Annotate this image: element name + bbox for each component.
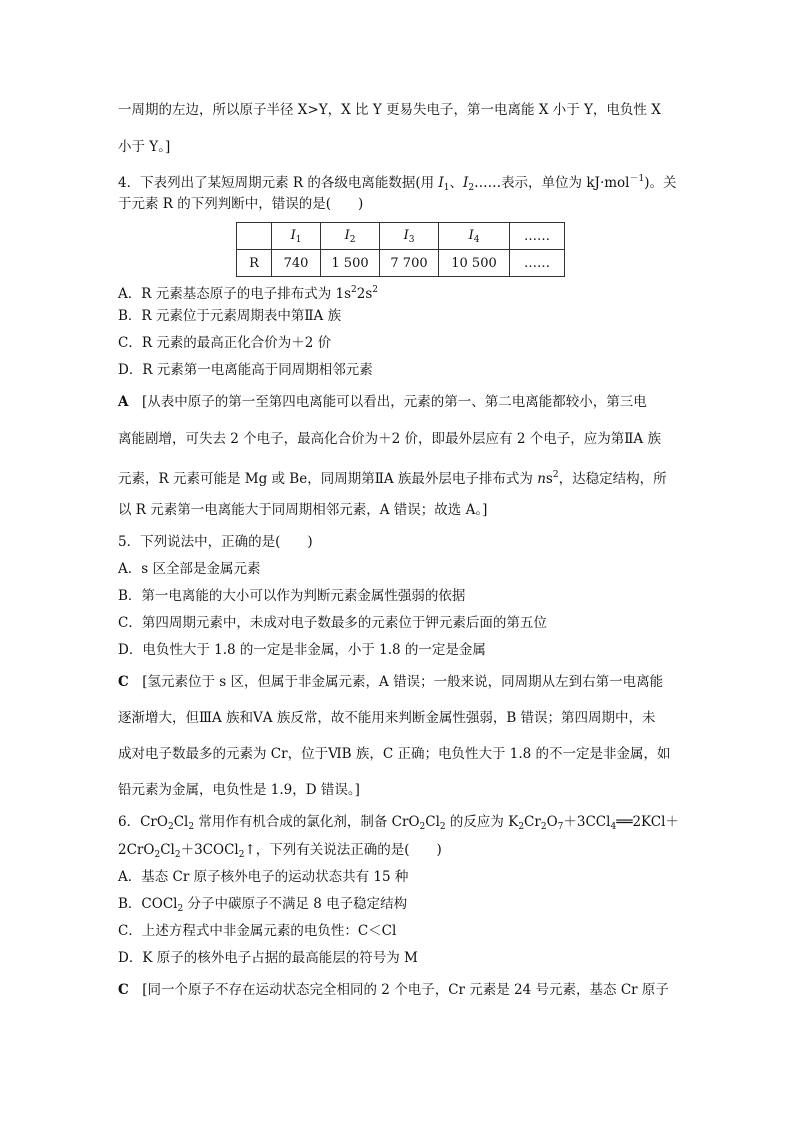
option-b: B．第一电离能的大小可以作为判断元素金属性强弱的依据 (118, 588, 466, 604)
table-header: $I_2$ (321, 223, 380, 250)
question-4-stem: 4．下表列出了某短周期元素 R 的各级电离能数据(用 $I_1$、$I_2\dots\dots$表示，单位为 kJ·mol$^{-1}$)。关 (118, 174, 677, 193)
text-line: 一周期的左边，所以原子半径 X>Y，X 比 Y 更易失电子，第一电离能 X 小于 Y，电负性 X (118, 102, 661, 118)
question-6-stem: 6．$CrO_2Cl_2$ 常用作有机合成的氯化剂，制备 $CrO_2Cl_2$ 的反应为 $K_2Cr_2O_7+3CCl_4══2KCl+$ (118, 814, 679, 832)
option-c: C．上述方程式中非金属元素的电负性：C＜Cl (118, 923, 397, 939)
table-header: $I_3$ (380, 223, 439, 250)
answer-text: 以 R 元素第一电离能大于同周期相邻元素，A 错误；故选 A。] (118, 502, 488, 518)
ionization-energy-table (236, 222, 565, 277)
table-header: $I_1$ (272, 223, 321, 250)
option-a: A．基态 Cr 原子核外电子的运动状态共有 15 种 (118, 869, 409, 885)
answer-text: 元素，R 元素可能是 Mg 或 Be，同周期第ⅡA 族最外层电子排布式为 $ns^2$，达稳定结构，所 (118, 470, 667, 487)
table-cell: R (237, 250, 272, 277)
text-line: 小于 Y。] (118, 139, 171, 155)
table-header-row (237, 223, 565, 250)
answer-text: 铅元素为金属，电负性是 1.9，D 错误。] (118, 782, 360, 798)
option-a: A．s 区全部是金属元素 (118, 561, 261, 577)
table-header: $I_4$ (439, 223, 510, 250)
table-cell: 7 700 (380, 250, 439, 277)
option-b: B．COCl$_2$ 分子中碳原子不满足 8 电子稳定结构 (118, 896, 408, 914)
answer-text: 离能剧增，可失去 2 个电子，最高化合价为＋2 价，即最外层应有 2 个电子，应为第ⅡA 族 (118, 431, 661, 447)
option-d: D．K 原子的核外电子占据的最高能层的符号为 M (118, 950, 418, 966)
question-6-stem: $2CrO_2Cl_2+3COCl_2↑$，下列有关说法正确的是( ) (118, 842, 442, 860)
table-cell: 10 500 (439, 250, 510, 277)
answer-4: A [从表中原子的第一至第四电离能可以看出，元素的第一、第二电离能都较小，第三电 (118, 394, 647, 410)
option-d: D．电负性大于 1.8 的一定是非金属，小于 1.8 的一定是金属 (118, 642, 486, 658)
option-c: C．第四周期元素中，未成对电子数最多的元素位于钾元素后面的第五位 (118, 615, 547, 631)
answer-text: 成对电子数最多的元素为 Cr，位于ⅥB 族，C 正确；电负性大于 1.8 的不一定是非金属，如 (118, 746, 671, 762)
answer-6: C [同一个原子不存在运动状态完全相同的 2 个电子，Cr 元素是 24 号元素，基态 Cr 原子 (118, 982, 669, 998)
table-row (237, 250, 565, 277)
table-cell: 1 500 (321, 250, 380, 277)
option-c: C．R 元素的最高正化合价为＋2 价 (118, 335, 332, 351)
table-cell: 740 (272, 250, 321, 277)
option-b: B．R 元素位于元素周期表中第ⅡA 族 (118, 308, 342, 324)
option-a: A．R 元素基态原子的电子排布式为 $1s^22s^2$ (118, 285, 379, 302)
answer-text: 逐渐增大，但ⅢA 族和ⅤA 族反常，故不能用来判断金属性强弱，B 错误；第四周期中，未 (118, 710, 656, 726)
option-d: D．R 元素第一电离能高于同周期相邻元素 (118, 362, 373, 378)
answer-5: C [氢元素位于 s 区，但属于非金属元素，A 错误；一般来说，同周期从左到右第一电离能 (118, 674, 664, 690)
question-4-stem: 于元素 R 的下列判断中，错误的是( ) (118, 196, 364, 212)
table-cell: …… (510, 250, 565, 277)
table-header: …… (510, 223, 565, 250)
question-5-stem: 5．下列说法中，正确的是( ) (118, 534, 313, 550)
